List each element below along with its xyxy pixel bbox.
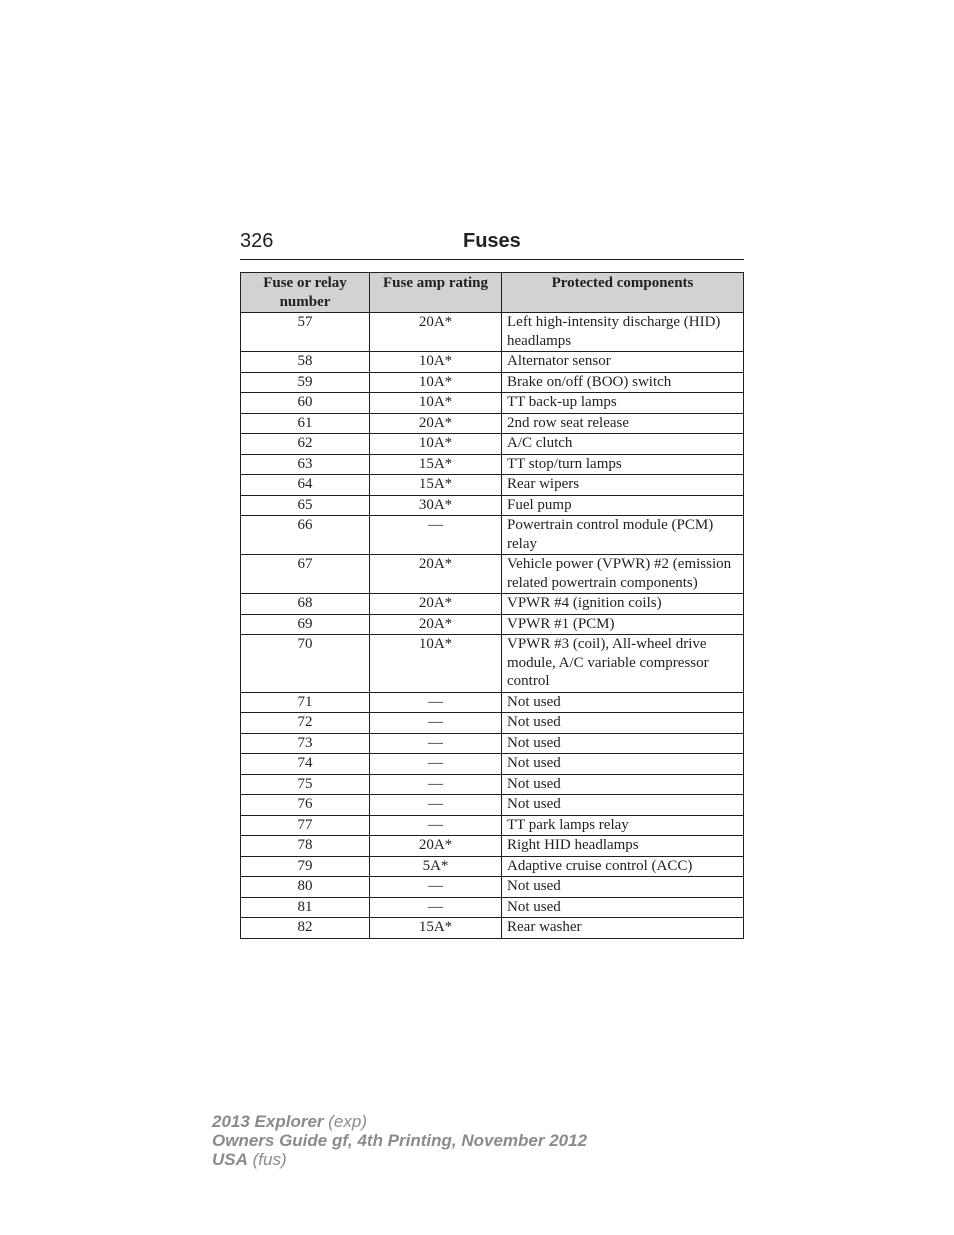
cell-protected-components: VPWR #1 (PCM) [502,614,744,635]
cell-amp-rating: 20A* [370,594,502,615]
cell-amp-rating: 15A* [370,475,502,496]
table-row [241,454,744,475]
footer-line-1 [212,1112,587,1131]
cell-amp-rating: — [370,897,502,918]
cell-amp-rating: 10A* [370,635,502,693]
cell-fuse-number: 63 [241,454,370,475]
table-row [241,836,744,857]
cell-amp-rating: 10A* [370,372,502,393]
cell-amp-rating: 15A* [370,918,502,939]
cell-amp-rating: — [370,692,502,713]
cell-fuse-number: 79 [241,856,370,877]
table-row [241,733,744,754]
cell-protected-components: VPWR #4 (ignition coils) [502,594,744,615]
page-number: 326 [240,230,274,252]
table-row [241,918,744,939]
footer-model: 2013 Explorer [212,1112,324,1131]
fuse-table-body [241,313,744,939]
footer-model-code: (exp) [328,1112,367,1131]
cell-fuse-number: 67 [241,555,370,594]
cell-fuse-number: 70 [241,635,370,693]
table-row [241,713,744,734]
table-row [241,754,744,775]
cell-protected-components: Brake on/off (BOO) switch [502,372,744,393]
cell-fuse-number: 60 [241,393,370,414]
cell-protected-components: A/C clutch [502,434,744,455]
cell-amp-rating: 20A* [370,555,502,594]
cell-amp-rating: 20A* [370,836,502,857]
footer-market: USA [212,1150,248,1169]
cell-protected-components: VPWR #3 (coil), All-wheel drive module, A/C variable compressor control [502,635,744,693]
table-row [241,516,744,555]
column-header-amp-rating: Fuse amp rating [370,273,502,313]
table-row [241,614,744,635]
table-row [241,897,744,918]
cell-fuse-number: 72 [241,713,370,734]
cell-fuse-number: 59 [241,372,370,393]
table-header-row [241,273,744,313]
cell-amp-rating: — [370,877,502,898]
cell-fuse-number: 73 [241,733,370,754]
column-header-protected-components: Protected components [502,273,744,313]
table-row [241,815,744,836]
cell-fuse-number: 61 [241,413,370,434]
cell-protected-components: Left high-intensity discharge (HID) headlamps [502,313,744,352]
table-row [241,692,744,713]
cell-protected-components: Rear wipers [502,475,744,496]
cell-fuse-number: 58 [241,352,370,373]
cell-protected-components: Right HID headlamps [502,836,744,857]
cell-fuse-number: 75 [241,774,370,795]
cell-protected-components: Rear washer [502,918,744,939]
table-row [241,434,744,455]
cell-fuse-number: 81 [241,897,370,918]
cell-fuse-number: 77 [241,815,370,836]
cell-amp-rating: 10A* [370,352,502,373]
cell-amp-rating: 10A* [370,393,502,414]
cell-amp-rating: — [370,774,502,795]
cell-protected-components: Not used [502,795,744,816]
cell-amp-rating: — [370,516,502,555]
cell-amp-rating: 20A* [370,413,502,434]
cell-protected-components: Not used [502,713,744,734]
table-row [241,393,744,414]
cell-protected-components: TT park lamps relay [502,815,744,836]
cell-fuse-number: 68 [241,594,370,615]
cell-fuse-number: 69 [241,614,370,635]
footer-line-3 [212,1150,587,1169]
cell-fuse-number: 74 [241,754,370,775]
cell-protected-components: Vehicle power (VPWR) #2 (emission related powertrain components) [502,555,744,594]
page-title: Fuses [463,230,521,252]
cell-protected-components: Not used [502,692,744,713]
table-row [241,635,744,693]
cell-fuse-number: 57 [241,313,370,352]
cell-protected-components: Alternator sensor [502,352,744,373]
cell-amp-rating: — [370,733,502,754]
table-row [241,774,744,795]
cell-protected-components: TT stop/turn lamps [502,454,744,475]
table-row [241,413,744,434]
cell-protected-components: Adaptive cruise control (ACC) [502,856,744,877]
table-row [241,795,744,816]
cell-amp-rating: 20A* [370,313,502,352]
table-row [241,555,744,594]
cell-fuse-number: 71 [241,692,370,713]
footer-line-2: Owners Guide gf, 4th Printing, November 2012 [212,1131,588,1150]
cell-amp-rating: 10A* [370,434,502,455]
cell-fuse-number: 62 [241,434,370,455]
column-header-fuse-number: Fuse or relay number [241,273,370,313]
cell-protected-components: Fuel pump [502,495,744,516]
table-row [241,372,744,393]
fuse-table [240,272,744,939]
cell-protected-components: TT back-up lamps [502,393,744,414]
cell-amp-rating: 5A* [370,856,502,877]
table-row [241,475,744,496]
cell-amp-rating: — [370,795,502,816]
cell-protected-components: Not used [502,897,744,918]
cell-protected-components: Powertrain control module (PCM) relay [502,516,744,555]
table-row [241,495,744,516]
page-header [240,229,744,260]
table-row [241,313,744,352]
cell-amp-rating: — [370,754,502,775]
footer-market-code: (fus) [252,1150,287,1169]
cell-protected-components: Not used [502,733,744,754]
cell-fuse-number: 76 [241,795,370,816]
cell-amp-rating: 30A* [370,495,502,516]
cell-fuse-number: 80 [241,877,370,898]
document-footer [212,1112,587,1169]
cell-fuse-number: 65 [241,495,370,516]
cell-amp-rating: 15A* [370,454,502,475]
cell-fuse-number: 64 [241,475,370,496]
cell-amp-rating: — [370,713,502,734]
cell-fuse-number: 82 [241,918,370,939]
cell-protected-components: 2nd row seat release [502,413,744,434]
table-row [241,856,744,877]
cell-protected-components: Not used [502,754,744,775]
cell-amp-rating: 20A* [370,614,502,635]
cell-protected-components: Not used [502,877,744,898]
table-row [241,352,744,373]
cell-protected-components: Not used [502,774,744,795]
cell-fuse-number: 78 [241,836,370,857]
cell-amp-rating: — [370,815,502,836]
table-row [241,877,744,898]
cell-fuse-number: 66 [241,516,370,555]
table-row [241,594,744,615]
